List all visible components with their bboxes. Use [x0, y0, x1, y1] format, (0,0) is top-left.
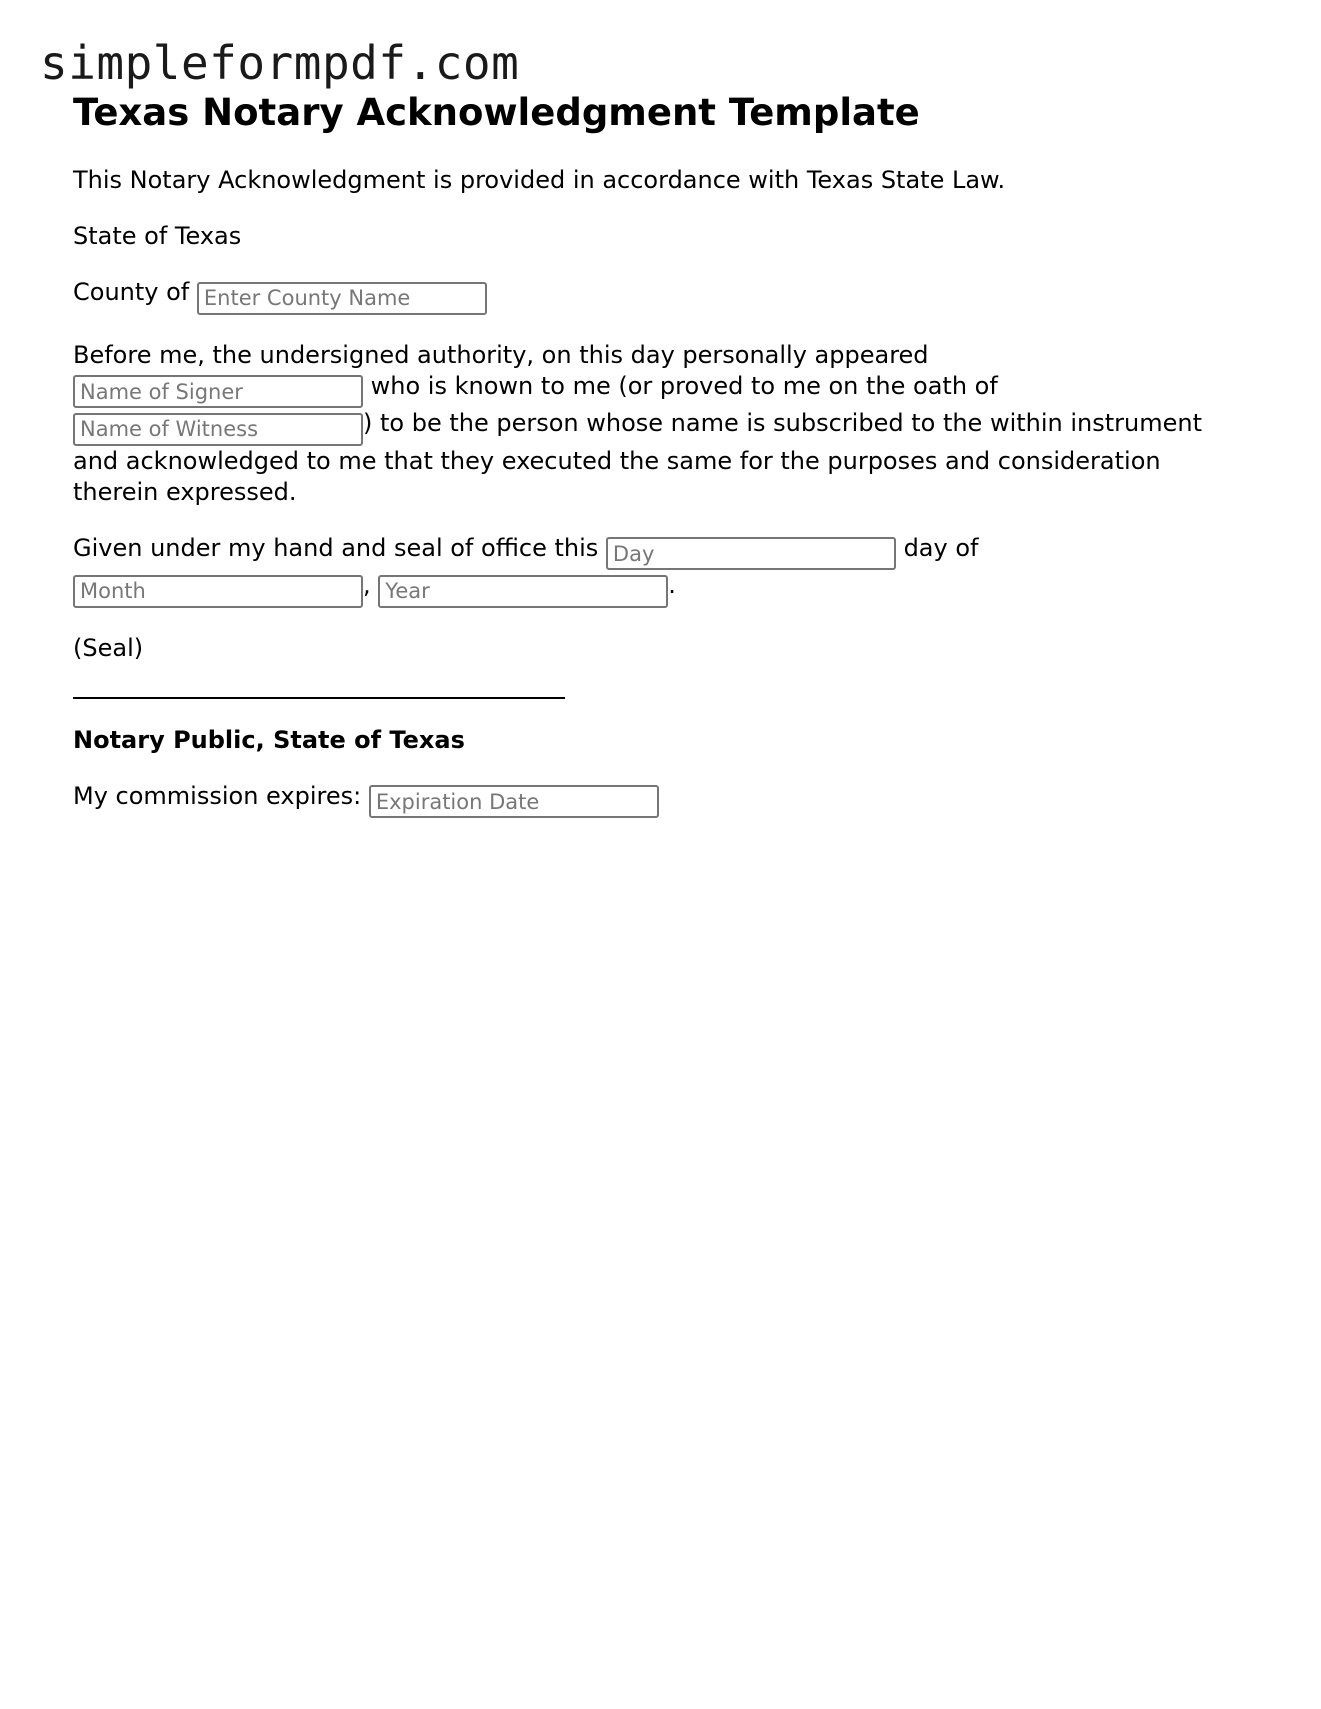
county-input[interactable]	[197, 282, 487, 315]
watermark-logo: simpleformpdf.com	[40, 36, 520, 90]
expires-label: My commission expires:	[73, 781, 362, 810]
given-paragraph	[73, 533, 1243, 608]
appearance-text-3: ) to be the person whose name is subscribed to the within instrument and acknowledged to me that they executed the same for the purposes and consideration therein expressed.	[73, 409, 1203, 506]
appearance-paragraph	[73, 340, 1243, 508]
year-input[interactable]	[378, 575, 668, 608]
appearance-text-1: Before me, the undersigned authority, on this day personally appeared	[73, 340, 929, 369]
expiration-line	[73, 781, 1243, 819]
expiration-date-input[interactable]	[369, 785, 659, 818]
day-input[interactable]	[606, 537, 896, 570]
month-input[interactable]	[73, 575, 363, 608]
county-line	[73, 277, 1243, 315]
seal-label: (Seal)	[73, 633, 144, 662]
witness-name-input[interactable]	[73, 413, 363, 446]
signature-line	[73, 697, 565, 699]
signer-name-input[interactable]	[73, 375, 363, 408]
given-text-2: day of	[903, 533, 979, 562]
state-line: State of Texas	[73, 222, 242, 250]
comma-separator: ,	[363, 571, 371, 599]
notary-document	[73, 90, 1243, 818]
given-text-1: Given under my hand and seal of office this	[73, 533, 599, 562]
intro-paragraph: This Notary Acknowledgment is provided in accordance with Texas State Law.	[73, 166, 1006, 194]
appearance-text-2: who is known to me (or proved to me on the oath of	[370, 371, 998, 400]
document-title: Texas Notary Acknowledgment Template	[73, 91, 920, 134]
county-label: County of	[73, 278, 190, 306]
period-mark: .	[668, 571, 676, 599]
notary-title: Notary Public, State of Texas	[73, 725, 465, 754]
